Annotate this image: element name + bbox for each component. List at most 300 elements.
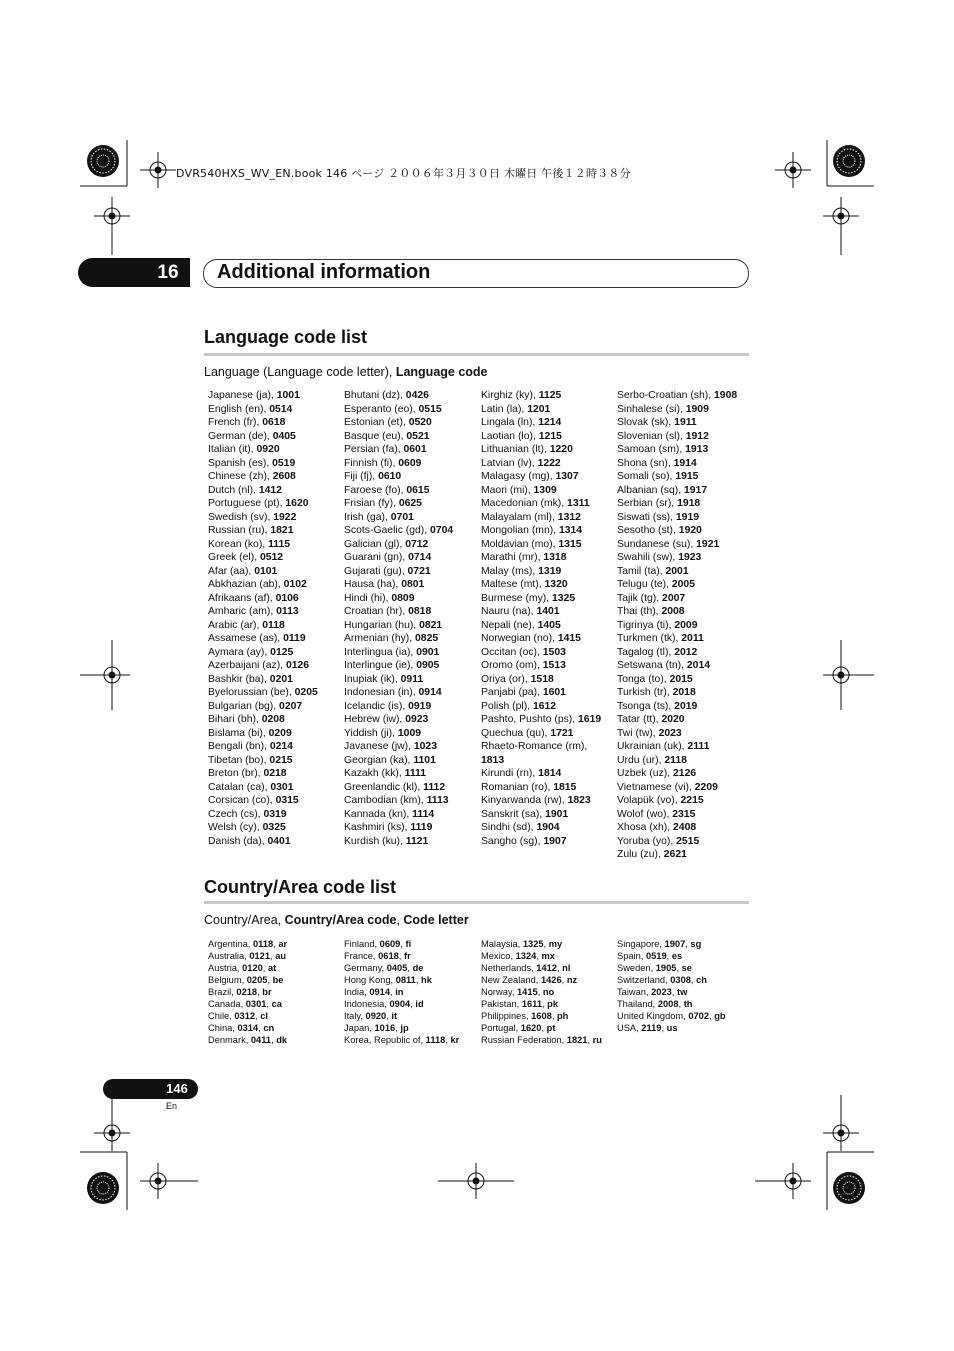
language-code: 0113 xyxy=(276,606,299,617)
language-code: 1214 xyxy=(538,417,562,428)
language-code: 0601 xyxy=(403,444,427,455)
language-entry xyxy=(208,457,318,471)
language-name: Javanese (jw), xyxy=(344,741,414,752)
language-name: Inupiak (ik), xyxy=(344,673,401,685)
country-letter: be xyxy=(272,975,284,985)
country-entry xyxy=(208,950,287,962)
language-entry xyxy=(617,794,737,808)
country-code: 0618 xyxy=(378,951,399,961)
country-entry xyxy=(617,974,726,986)
language-name: Bislama (bi), xyxy=(208,727,269,739)
language-name: Russian (ru), xyxy=(208,525,271,536)
language-entry xyxy=(344,524,453,538)
language-code: 1904 xyxy=(536,822,560,833)
country-name: Chile, xyxy=(208,1011,235,1021)
section-rule xyxy=(204,901,749,904)
language-entry xyxy=(617,632,737,646)
language-entry xyxy=(481,470,601,484)
language-name: Nauru (na), xyxy=(481,606,537,617)
language-name: Kazakh (kk), xyxy=(344,768,405,779)
language-code: 0426 xyxy=(405,390,429,401)
country-entry xyxy=(481,1010,602,1022)
language-code: 1311 xyxy=(567,498,590,509)
language-code: 1518 xyxy=(530,673,554,685)
separator: , xyxy=(266,999,272,1009)
country-name: Malaysia, xyxy=(481,939,523,949)
language-entry xyxy=(344,592,453,606)
country-code: 0312 xyxy=(234,1011,256,1021)
language-name: Persian (fa), xyxy=(344,444,404,455)
language-entry xyxy=(617,430,737,444)
language-name: Breton (br), xyxy=(208,768,264,779)
language-name: Afrikaans (af), xyxy=(208,592,276,604)
language-entry xyxy=(481,808,601,822)
language-name: Abkhazian (ab), xyxy=(208,579,284,590)
language-code: 1914 xyxy=(673,457,697,469)
language-name: Azerbaijani (az), xyxy=(208,660,286,671)
language-code: 2209 xyxy=(694,781,718,793)
language-name: Kinyarwanda (rw), xyxy=(481,795,568,806)
language-name: Amharic (am), xyxy=(208,606,277,617)
separator: , xyxy=(386,1011,392,1021)
country-code: 0411 xyxy=(250,1035,272,1045)
language-name: Sundanese (su), xyxy=(617,538,697,550)
language-name: Somali (so), xyxy=(617,471,676,482)
country-entry xyxy=(617,1010,726,1022)
language-name: Uzbek (uz), xyxy=(617,768,674,779)
language-code: 0618 xyxy=(262,417,286,428)
country-entry xyxy=(617,1022,726,1034)
country-code: 1118 xyxy=(425,1035,446,1045)
language-name: Italian (it), xyxy=(208,444,257,455)
country-name: Pakistan, xyxy=(481,999,522,1009)
language-name: Greek (el), xyxy=(208,552,260,563)
country-entry xyxy=(208,1010,287,1022)
country-entry xyxy=(481,974,602,986)
language-entry xyxy=(481,484,601,498)
language-code: 1918 xyxy=(677,498,701,509)
language-name: German (de), xyxy=(208,430,273,442)
country-entry xyxy=(481,962,602,974)
language-entry xyxy=(208,605,318,619)
country-entry xyxy=(344,938,459,950)
country-name: Austria, xyxy=(208,963,243,973)
country-code: 1907 xyxy=(664,939,686,949)
language-code: 0809 xyxy=(391,592,415,604)
language-code: 2007 xyxy=(662,592,686,604)
country-name: Denmark, xyxy=(208,1035,251,1045)
separator: , xyxy=(551,1011,557,1021)
language-name: Interlingua (ia), xyxy=(344,646,417,658)
language-entry xyxy=(344,605,453,619)
language-code: 1125 xyxy=(538,390,562,401)
language-code: 0714 xyxy=(408,552,432,563)
language-entry xyxy=(344,754,453,768)
language-name: Tonga (to), xyxy=(617,673,670,685)
language-entry xyxy=(481,686,601,700)
language-name: Portuguese (pt), xyxy=(208,498,286,509)
language-name: Croatian (hr), xyxy=(344,606,409,617)
language-code: 1907 xyxy=(543,835,567,847)
country-letter: se xyxy=(681,963,692,973)
country-code: 0218 xyxy=(236,987,258,997)
separator: , xyxy=(415,975,422,985)
language-name: English (en), xyxy=(208,403,270,415)
country-name: Switzerland, xyxy=(617,975,671,985)
language-entry xyxy=(617,497,737,511)
country-letter: cl xyxy=(260,1011,268,1021)
country-code: 0314 xyxy=(237,1023,259,1033)
language-name: Telugu (te), xyxy=(617,579,672,590)
language-entry xyxy=(344,767,453,781)
language-code: 1114 xyxy=(412,808,435,820)
language-name: French (fr), xyxy=(208,417,263,428)
language-name: Welsh (cy), xyxy=(208,822,263,833)
language-name: Turkish (tr), xyxy=(617,687,673,698)
country-entry xyxy=(208,962,287,974)
language-code: 2011 xyxy=(681,633,704,644)
language-entry xyxy=(481,619,601,633)
language-entry xyxy=(481,403,601,417)
language-name: Ukrainian (uk), xyxy=(617,741,688,752)
country-code: 0702 xyxy=(688,1011,710,1021)
language-entry xyxy=(344,430,453,444)
language-name: Yiddish (ji), xyxy=(344,727,398,739)
language-entry xyxy=(617,740,737,754)
country-code: 0308 xyxy=(670,975,691,985)
separator: , xyxy=(661,1023,667,1033)
language-entry xyxy=(617,443,737,457)
country-name: Hong Kong, xyxy=(344,975,396,985)
country-letter: no xyxy=(542,987,555,997)
language-code: 1415 xyxy=(557,633,581,644)
language-entry xyxy=(617,511,737,525)
country-letter: ch xyxy=(696,975,707,985)
language-name: Corsican (co), xyxy=(208,795,276,806)
separator: , xyxy=(543,939,549,949)
country-name: Norway, xyxy=(481,987,517,997)
language-entry xyxy=(344,781,453,795)
language-name: Danish (da), xyxy=(208,835,268,847)
language-code: 0521 xyxy=(406,430,430,442)
separator: , xyxy=(671,987,677,997)
language-code: 2023 xyxy=(658,727,682,739)
country-letter: my xyxy=(548,939,563,949)
language-code: 0911 xyxy=(400,673,424,685)
separator: , xyxy=(273,939,279,949)
country-name: Japan, xyxy=(344,1023,375,1033)
language-name: Faroese (fo), xyxy=(344,484,407,496)
language-entry xyxy=(481,511,601,525)
language-name: Quechua (qu), xyxy=(481,727,551,739)
language-name: Wolof (wo), xyxy=(617,808,673,820)
language-entry xyxy=(208,551,318,565)
language-name: Kashmiri (ks), xyxy=(344,822,411,833)
language-code: 0712 xyxy=(405,538,429,550)
language-entry xyxy=(208,403,318,417)
language-code: 1201 xyxy=(527,403,551,415)
language-code: 1922 xyxy=(273,511,297,523)
language-name: Czech (cs), xyxy=(208,808,264,820)
language-name: Kurdish (ku), xyxy=(344,835,406,847)
language-code: 1917 xyxy=(684,484,708,496)
language-name: Swahili (sw), xyxy=(617,552,679,563)
language-code: 1119 xyxy=(410,822,433,833)
language-name: Malagasy (mg), xyxy=(481,471,556,482)
language-code: 2608 xyxy=(272,471,296,482)
language-code: 2008 xyxy=(661,606,685,617)
country-code: 1608 xyxy=(531,1011,552,1021)
language-entry xyxy=(208,430,318,444)
country-column-1 xyxy=(208,938,287,1046)
language-name: Japanese (ja), xyxy=(208,390,277,401)
language-code: 0319 xyxy=(263,808,287,820)
separator: , xyxy=(536,951,542,961)
language-entry xyxy=(481,497,601,511)
country-code-list-title: Country/Area code list xyxy=(204,877,397,897)
language-entry xyxy=(208,794,318,808)
language-entry xyxy=(617,605,737,619)
language-name: Tibetan (bo), xyxy=(208,754,270,766)
country-entry xyxy=(344,1022,459,1034)
print-header: DVR540HXS_WV_EN.book 146 ページ ２００６年３月３０日 木曜日 午後１２時３８分 xyxy=(176,167,631,180)
language-name: Tagalog (tl), xyxy=(617,646,675,658)
language-name: Rhaeto-Romance (rm), xyxy=(481,741,588,752)
country-name: Germany, xyxy=(344,963,387,973)
language-code: 0514 xyxy=(269,403,293,415)
separator: , xyxy=(445,1035,451,1045)
country-entry xyxy=(208,1034,287,1046)
language-entry xyxy=(481,416,601,430)
separator: , xyxy=(390,987,396,997)
language-name: Malay (ms), xyxy=(481,565,539,577)
country-entry xyxy=(617,998,726,1010)
separator: , xyxy=(257,987,263,997)
language-name: Catalan (ca), xyxy=(208,781,271,793)
language-entry xyxy=(208,524,318,538)
language-code: 1813 xyxy=(481,754,505,766)
language-code: 1315 xyxy=(558,538,582,550)
country-code: 1821 xyxy=(566,1035,588,1045)
language-entry xyxy=(344,551,453,565)
country-code: 0904 xyxy=(389,999,411,1009)
language-code: 1113 xyxy=(426,795,449,806)
country-name: Sweden, xyxy=(617,963,656,973)
language-code: 1215 xyxy=(538,430,562,442)
language-name: Twi (tw), xyxy=(617,727,659,739)
language-entry xyxy=(617,457,737,471)
country-entry xyxy=(208,998,287,1010)
country-name: Spain, xyxy=(617,951,646,961)
language-entry xyxy=(617,821,737,835)
language-name: Bhutani (dz), xyxy=(344,390,406,401)
language-name: Zulu (zu), xyxy=(617,849,664,860)
language-entry xyxy=(617,767,737,781)
language-code: 1923 xyxy=(678,552,702,563)
language-entry xyxy=(208,686,318,700)
country-letter: in xyxy=(395,987,404,997)
language-name: Mongolian (mn), xyxy=(481,525,559,536)
language-name: Latvian (lv), xyxy=(481,457,538,469)
country-letter: kr xyxy=(450,1035,460,1045)
language-entry xyxy=(208,700,318,714)
language-entry xyxy=(481,754,601,768)
language-code-list-title: Language code list xyxy=(204,327,368,347)
separator: , xyxy=(561,975,567,985)
language-name: Tigrinya (ti), xyxy=(617,619,675,631)
country-code: 1905 xyxy=(655,963,677,973)
language-entry xyxy=(481,700,601,714)
language-entry xyxy=(617,592,737,606)
country-letter: fi xyxy=(405,939,412,949)
language-name: Sanskrit (sa), xyxy=(481,808,546,820)
country-column-2 xyxy=(344,938,459,1046)
language-name: Kannada (kn), xyxy=(344,808,413,820)
country-entry xyxy=(481,950,602,962)
language-entry xyxy=(617,835,737,849)
language-entry xyxy=(208,632,318,646)
language-code: 2005 xyxy=(671,579,695,590)
section-rule xyxy=(204,353,749,356)
language-name: Dutch (nl), xyxy=(208,484,259,496)
country-letter: us xyxy=(666,1023,678,1033)
language-name: Maori (mi), xyxy=(481,484,534,496)
country-letter: fr xyxy=(403,951,411,961)
language-entry xyxy=(208,713,318,727)
language-name: Malayalam (ml), xyxy=(481,511,558,523)
language-name: Greenlandic (kl), xyxy=(344,781,424,793)
language-name: Tamil (ta), xyxy=(617,565,666,577)
language-entry xyxy=(344,578,453,592)
language-entry xyxy=(481,443,601,457)
language-entry xyxy=(617,565,737,579)
language-column-4 xyxy=(617,389,737,862)
language-code: 1911 xyxy=(674,417,697,428)
country-letter: ru xyxy=(592,1035,602,1045)
language-code: 1908 xyxy=(714,390,738,401)
language-entry xyxy=(617,781,737,795)
separator: , xyxy=(542,999,548,1009)
language-code: 2019 xyxy=(674,700,698,712)
language-code: 1121 xyxy=(405,835,429,847)
country-entry xyxy=(617,938,726,950)
language-entry xyxy=(481,713,601,727)
language-entry xyxy=(344,457,453,471)
language-code: 0801 xyxy=(401,579,425,590)
language-code: 1823 xyxy=(567,795,591,806)
language-code: 2111 xyxy=(687,741,710,752)
separator: , xyxy=(537,987,543,997)
country-letter: it xyxy=(391,1011,398,1021)
language-code: 0515 xyxy=(418,403,442,415)
separator: , xyxy=(666,951,672,961)
country-entry xyxy=(344,1034,459,1046)
language-entry xyxy=(208,497,318,511)
language-name: Bihari (bh), xyxy=(208,714,262,725)
country-entry xyxy=(481,938,602,950)
country-name: Indonesia, xyxy=(344,999,390,1009)
language-entry xyxy=(344,497,453,511)
country-letter: ca xyxy=(271,999,282,1009)
language-entry xyxy=(344,700,453,714)
language-entry xyxy=(208,740,318,754)
language-code: 0315 xyxy=(275,795,299,806)
language-name: Moldavian (mo), xyxy=(481,538,559,550)
separator: , xyxy=(271,1035,277,1045)
language-entry xyxy=(208,767,318,781)
country-code: 0609 xyxy=(379,939,401,949)
country-name: Finland, xyxy=(344,939,380,949)
language-entry xyxy=(617,646,737,660)
country-name: Mexico, xyxy=(481,951,516,961)
language-name: Georgian (ka), xyxy=(344,754,414,766)
language-entry xyxy=(208,416,318,430)
language-entry xyxy=(617,551,737,565)
language-entry xyxy=(481,551,601,565)
language-name: Pashto, Pushto (ps), xyxy=(481,714,579,725)
country-letter: th xyxy=(683,999,693,1009)
language-entry xyxy=(344,443,453,457)
language-entry xyxy=(344,740,453,754)
language-code: 0519 xyxy=(272,457,296,469)
country-entry xyxy=(617,986,726,998)
language-entry xyxy=(617,470,737,484)
language-code: 0205 xyxy=(294,687,318,698)
country-entry xyxy=(481,998,602,1010)
language-code: 0615 xyxy=(406,484,430,496)
language-code: 0821 xyxy=(419,619,443,631)
language-column-2 xyxy=(344,389,453,848)
country-letter: nl xyxy=(562,963,571,973)
language-entry xyxy=(481,632,601,646)
country-code: 2008 xyxy=(657,999,679,1009)
country-letter: at xyxy=(267,963,277,973)
language-code: 1913 xyxy=(685,444,709,455)
subhead-plain: Country/Area, xyxy=(204,913,285,927)
language-entry xyxy=(617,389,737,403)
language-entry xyxy=(344,484,453,498)
country-name: New Zealand, xyxy=(481,975,541,985)
language-name: Latin (la), xyxy=(481,403,528,415)
language-code: 2020 xyxy=(661,714,685,725)
language-name: Kirghiz (ky), xyxy=(481,390,539,401)
language-code: 1023 xyxy=(413,741,437,752)
country-code: 0920 xyxy=(365,1011,387,1021)
language-code: 1915 xyxy=(675,471,699,482)
country-name: Canada, xyxy=(208,999,246,1009)
country-name: Singapore, xyxy=(617,939,665,949)
language-entry xyxy=(344,470,453,484)
language-name: Galician (gl), xyxy=(344,538,406,550)
language-code: 1721 xyxy=(550,727,574,739)
language-name: Macedonian (mk), xyxy=(481,498,568,509)
country-code: 1415 xyxy=(517,987,538,997)
language-column-1 xyxy=(208,389,318,848)
country-name: Taiwan, xyxy=(617,987,652,997)
language-code: 1222 xyxy=(537,457,561,469)
country-name: USA, xyxy=(617,1023,642,1033)
country-code: 0120 xyxy=(242,963,263,973)
language-name: Assamese (as), xyxy=(208,633,284,644)
subhead-plain: Language (Language code letter), xyxy=(204,365,396,379)
separator: , xyxy=(690,975,697,985)
language-name: Slovenian (sl), xyxy=(617,430,686,442)
language-code: 1001 xyxy=(276,390,300,401)
language-name: Irish (ga), xyxy=(344,511,391,523)
separator: , xyxy=(270,951,276,961)
separator: , xyxy=(541,1023,547,1033)
separator: , xyxy=(395,1023,401,1033)
